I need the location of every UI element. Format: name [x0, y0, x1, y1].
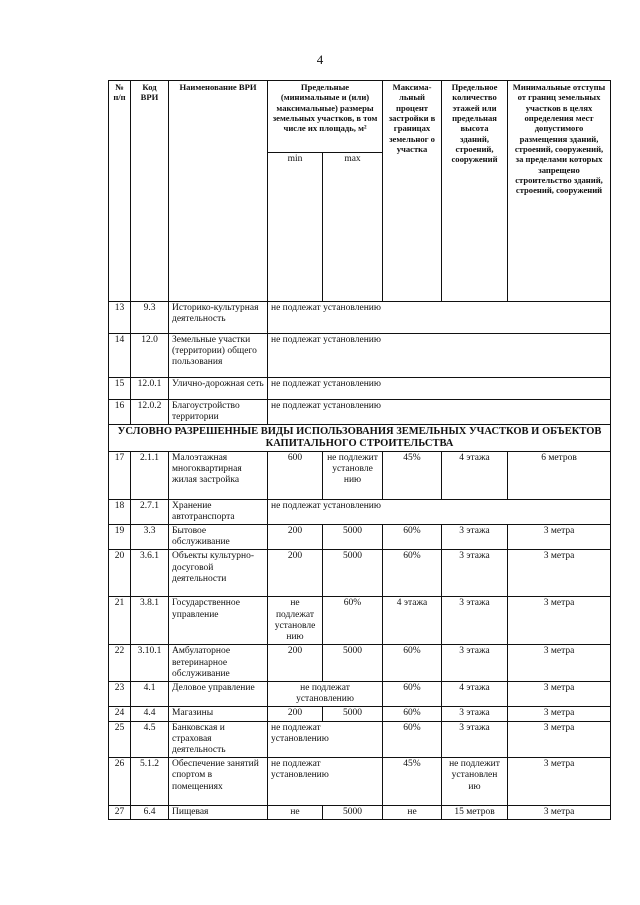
row-code: 12.0 [131, 334, 169, 378]
row-num: 15 [109, 378, 131, 400]
row-name: Бытовое обслуживание [169, 524, 268, 549]
header-size-group: Предельные (минимальные и (или) максимальные) размеры земельных участков, в том числе их площадь, м² [268, 81, 383, 153]
row-percent: 60% [383, 645, 442, 682]
header-num: № п/п [109, 81, 131, 302]
row-min: 600 [268, 451, 323, 499]
row-floors: 3 этажа [442, 707, 508, 721]
row-name: Обеспечение занятий спортом в помещениях [169, 758, 268, 806]
table-row [109, 302, 611, 334]
row-name: Деловое управление [169, 681, 268, 706]
row-floors: 3 этажа [442, 721, 508, 758]
row-setback: 3 метра [508, 721, 611, 758]
row-percent: 4 этажа [383, 597, 442, 645]
row-num: 21 [109, 597, 131, 645]
row-percent: 45% [383, 451, 442, 499]
row-floors: 15 метров [442, 806, 508, 820]
row-num: 27 [109, 806, 131, 820]
row-name: Историко-культурная деятельность [169, 302, 268, 334]
row-setback: 3 метра [508, 645, 611, 682]
row-name: Магазины [169, 707, 268, 721]
row-num: 13 [109, 302, 131, 334]
row-num: 16 [109, 400, 131, 425]
row-num: 20 [109, 550, 131, 597]
row-name: Земельные участки (территории) общего пользования [169, 334, 268, 378]
row-max: 5000 [323, 524, 383, 549]
row-max: 5000 [323, 550, 383, 597]
row-num: 18 [109, 499, 131, 524]
row-name: Хранение автотранспорта [169, 499, 268, 524]
row-setback: 3 метра [508, 707, 611, 721]
row-minmax: не подлежат установлению [268, 721, 383, 758]
row-min: 200 [268, 524, 323, 549]
row-min: 200 [268, 707, 323, 721]
row-code: 4.5 [131, 721, 169, 758]
section-row [109, 425, 611, 451]
row-percent: 60% [383, 721, 442, 758]
table-row [109, 806, 611, 820]
row-name: Благоустройство территории [169, 400, 268, 425]
table-row [109, 378, 611, 400]
table-row [109, 645, 611, 682]
header-setback: Минимальные отступы от границ земельных участков в целях определения мест допустимого размещения зданий, строений, сооружений, за пределами которых запрещено строительство зданий, строений, сооружений [508, 81, 611, 302]
row-code: 6.4 [131, 806, 169, 820]
row-min: не [268, 806, 323, 820]
row-code: 12.0.2 [131, 400, 169, 425]
section-title: УСЛОВНО РАЗРЕШЕННЫЕ ВИДЫ ИСПОЛЬЗОВАНИЯ ЗЕМЕЛЬНЫХ УЧАСТКОВ И ОБЪЕКТОВ КАПИТАЛЬНОГО СТРОИТЕЛЬСТВА [109, 425, 611, 451]
row-minmax: не подлежат установлению [268, 758, 383, 806]
row-setback: 3 метра [508, 681, 611, 706]
table-row [109, 400, 611, 425]
row-setback: 3 метра [508, 597, 611, 645]
row-floors: не подлежит установлен ию [442, 758, 508, 806]
page-number: 4 [316, 52, 324, 67]
row-num: 22 [109, 645, 131, 682]
row-code: 5.1.2 [131, 758, 169, 806]
table-row [109, 597, 611, 645]
row-max: 5000 [323, 806, 383, 820]
row-code: 4.1 [131, 681, 169, 706]
row-max: не подлежит установле нию [323, 451, 383, 499]
table-row [109, 707, 611, 721]
header-max: max [323, 153, 383, 302]
table-row [109, 721, 611, 758]
row-floors: 4 этажа [442, 681, 508, 706]
row-num: 19 [109, 524, 131, 549]
row-setback: 3 метра [508, 550, 611, 597]
row-name: Государственное управление [169, 597, 268, 645]
row-setback: 3 метра [508, 524, 611, 549]
header-code: Код ВРИ [131, 81, 169, 302]
row-code: 3.6.1 [131, 550, 169, 597]
table-row [109, 681, 611, 706]
row-code: 4.4 [131, 707, 169, 721]
row-minmax: не подлежат установлению [268, 681, 383, 706]
zoning-table [108, 80, 611, 820]
row-code: 2.1.1 [131, 451, 169, 499]
row-merged: не подлежат установлению [268, 378, 611, 400]
table-row [109, 334, 611, 378]
row-merged: не подлежат установлению [268, 334, 611, 378]
row-percent: 60% [383, 707, 442, 721]
table-row [109, 550, 611, 597]
row-name: Банковская и страховая деятельность [169, 721, 268, 758]
row-setback: 3 метра [508, 806, 611, 820]
row-code: 3.3 [131, 524, 169, 549]
row-num: 14 [109, 334, 131, 378]
row-percent: 60% [383, 524, 442, 549]
row-floors: 3 этажа [442, 645, 508, 682]
row-merged: не подлежат установлению [268, 499, 611, 524]
row-percent: 45% [383, 758, 442, 806]
row-setback: 3 метра [508, 758, 611, 806]
row-merged: не подлежат установлению [268, 400, 611, 425]
table-row [109, 758, 611, 806]
table-row [109, 524, 611, 549]
row-num: 26 [109, 758, 131, 806]
row-name: Улично-дорожная сеть [169, 378, 268, 400]
row-max: 5000 [323, 707, 383, 721]
row-percent: 60% [383, 681, 442, 706]
row-merged: не подлежат установлению [268, 302, 611, 334]
row-code: 3.10.1 [131, 645, 169, 682]
row-min: 200 [268, 645, 323, 682]
row-floors: 3 этажа [442, 550, 508, 597]
row-max: 60% [323, 597, 383, 645]
header-max-percent: Максима-льный процент застройки в границах земельног о участка [383, 81, 442, 302]
row-name: Малоэтажная многоквартирная жилая застройка [169, 451, 268, 499]
row-code: 3.8.1 [131, 597, 169, 645]
row-name: Объекты культурно-досуговой деятельности [169, 550, 268, 597]
row-setback: 6 метров [508, 451, 611, 499]
row-floors: 3 этажа [442, 597, 508, 645]
row-min: не подлежат установле нию [268, 597, 323, 645]
row-num: 25 [109, 721, 131, 758]
row-name: Пищевая [169, 806, 268, 820]
row-name: Амбулаторное ветеринарное обслуживание [169, 645, 268, 682]
row-code: 12.0.1 [131, 378, 169, 400]
table-row [109, 451, 611, 499]
row-min: 200 [268, 550, 323, 597]
row-num: 23 [109, 681, 131, 706]
row-num: 17 [109, 451, 131, 499]
table-row [109, 499, 611, 524]
row-floors: 4 этажа [442, 451, 508, 499]
row-code: 2.7.1 [131, 499, 169, 524]
row-max: 5000 [323, 645, 383, 682]
row-floors: 3 этажа [442, 524, 508, 549]
row-code: 9.3 [131, 302, 169, 334]
row-percent: 60% [383, 550, 442, 597]
row-percent: не [383, 806, 442, 820]
header-min: min [268, 153, 323, 302]
row-num: 24 [109, 707, 131, 721]
header-name: Наименование ВРИ [169, 81, 268, 302]
header-floors: Предельное количество этажей или предельная высота зданий, строений, сооружений [442, 81, 508, 302]
header-row-top [109, 81, 611, 153]
